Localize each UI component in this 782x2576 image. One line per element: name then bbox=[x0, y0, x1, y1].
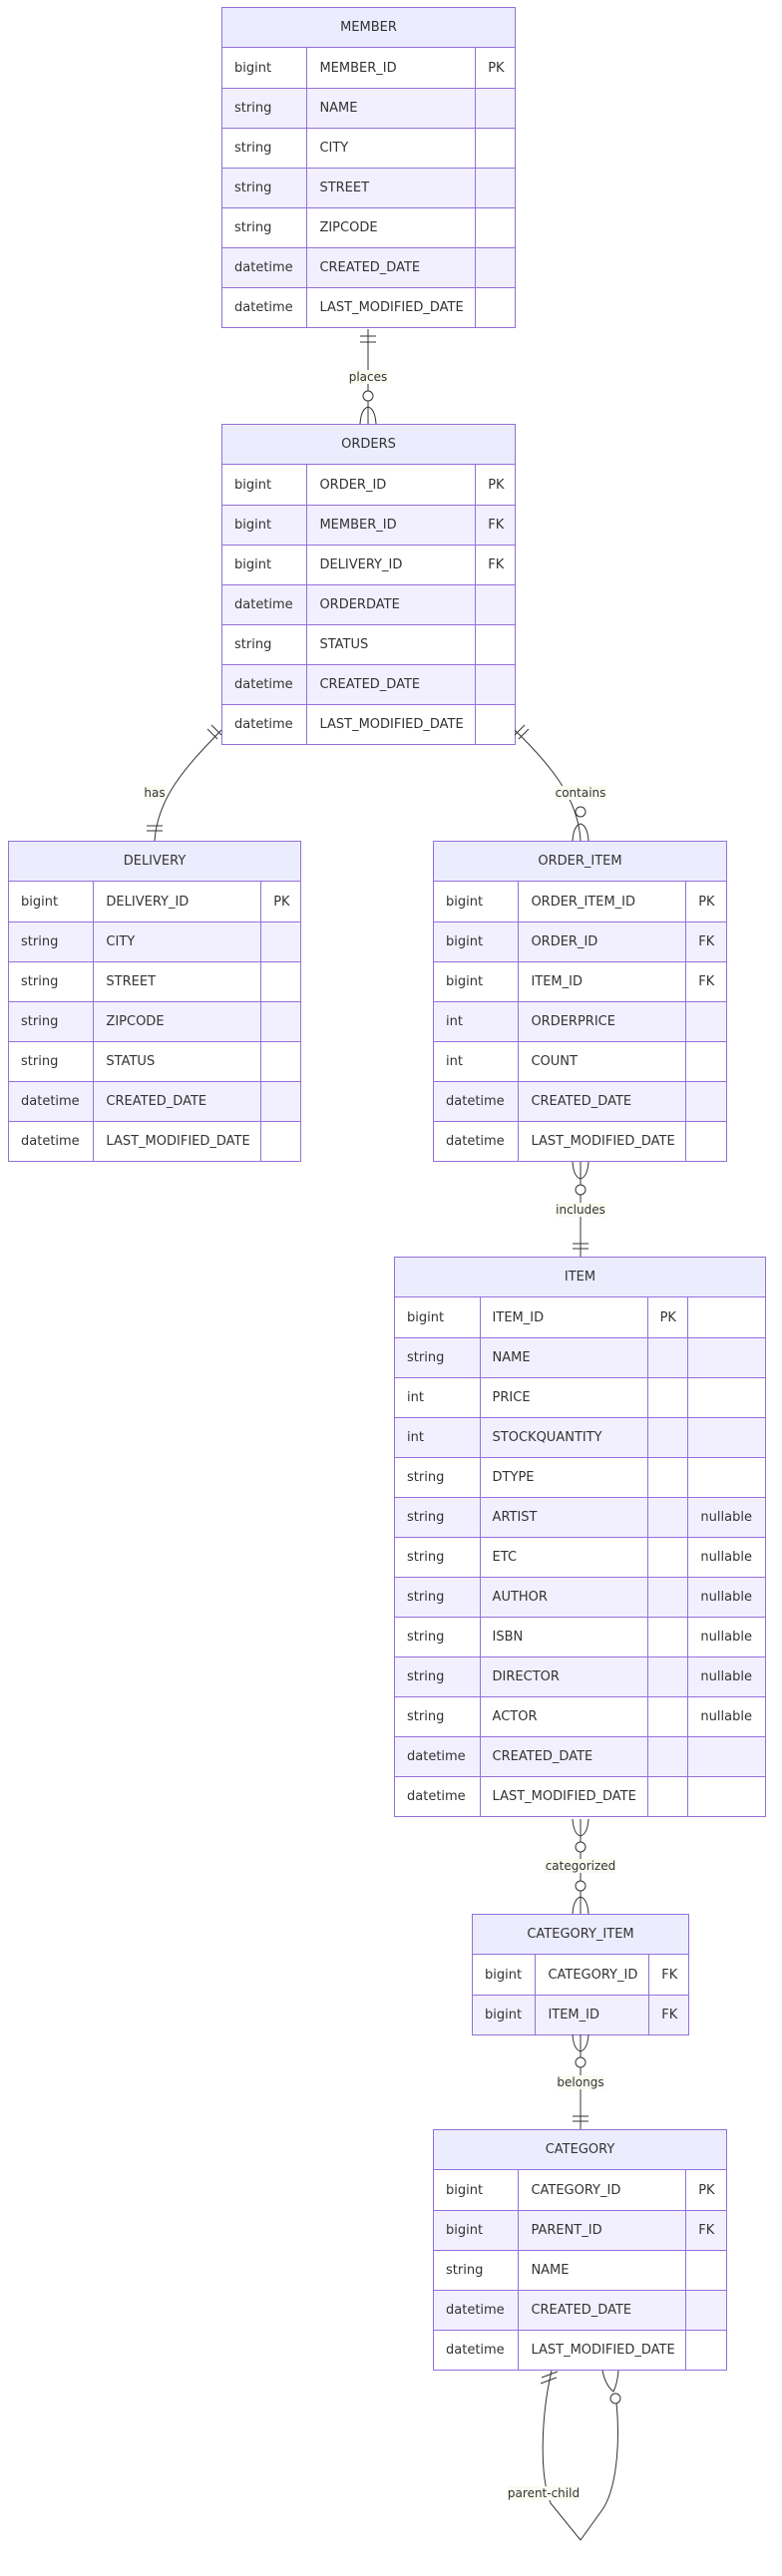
attribute-type: int bbox=[407, 1430, 424, 1445]
attribute-key: PK bbox=[647, 1297, 688, 1337]
attribute-name: ISBN bbox=[480, 1618, 647, 1656]
attribute-row bbox=[395, 1337, 765, 1377]
attribute-name: CATEGORY_ID bbox=[518, 2170, 685, 2210]
edge-contains bbox=[515, 725, 588, 841]
attribute-type: bigint bbox=[446, 894, 484, 910]
attribute-name: ORDER_ID bbox=[518, 922, 685, 961]
attribute-type: datetime bbox=[446, 1094, 505, 1109]
attribute-name: STREET bbox=[93, 962, 260, 1001]
attribute-key bbox=[647, 1418, 688, 1457]
attribute-key bbox=[475, 89, 515, 128]
attribute-row bbox=[222, 465, 515, 505]
entity-member bbox=[221, 7, 516, 328]
entity-title: ITEM bbox=[395, 1258, 765, 1297]
attribute-type: bigint bbox=[234, 60, 272, 76]
attribute-key bbox=[475, 129, 515, 168]
relationship-label-text: categorized bbox=[545, 1859, 616, 1873]
attribute-name: ZIPCODE bbox=[306, 208, 475, 247]
attribute-name: LAST_MODIFIED_DATE bbox=[93, 1122, 260, 1161]
attribute-name: ARTIST bbox=[480, 1498, 647, 1537]
relationship-label-categorized bbox=[544, 1859, 618, 1873]
attribute-name: ITEM_ID bbox=[535, 1996, 648, 2034]
attribute-type: datetime bbox=[21, 1094, 80, 1109]
attribute-key bbox=[475, 625, 515, 664]
attribute-comment: nullable bbox=[687, 1578, 765, 1617]
attribute-type: datetime bbox=[21, 1134, 80, 1149]
relationship-label-text: parent-child bbox=[507, 2486, 581, 2500]
attribute-name: ACTOR bbox=[480, 1697, 647, 1736]
attribute-name: DELIVERY_ID bbox=[306, 546, 475, 584]
attribute-type: string bbox=[234, 101, 272, 116]
attribute-comment: nullable bbox=[687, 1697, 765, 1736]
attribute-name: ORDERPRICE bbox=[518, 1002, 685, 1041]
attribute-row bbox=[395, 1776, 765, 1816]
attribute-type: string bbox=[407, 1550, 445, 1565]
attribute-key bbox=[647, 1657, 688, 1696]
entity-delivery bbox=[8, 841, 301, 1162]
entity-title: ORDERS bbox=[222, 425, 515, 465]
relationship-label-includes bbox=[554, 1203, 607, 1217]
attribute-name: MEMBER_ID bbox=[306, 48, 475, 88]
attribute-row bbox=[222, 287, 515, 327]
attribute-name: NAME bbox=[480, 1338, 647, 1377]
attribute-key: FK bbox=[685, 2211, 726, 2250]
attribute-name: AUTHOR bbox=[480, 1578, 647, 1617]
attribute-name: PRICE bbox=[480, 1378, 647, 1417]
attribute-row bbox=[395, 1497, 765, 1537]
entity-category bbox=[433, 2129, 727, 2371]
attribute-row bbox=[434, 1121, 726, 1161]
attribute-type: bigint bbox=[446, 974, 484, 989]
attribute-key bbox=[685, 2251, 726, 2290]
attribute-row bbox=[395, 1297, 765, 1337]
attribute-type: bigint bbox=[407, 1309, 445, 1325]
attribute-name: CREATED_DATE bbox=[518, 2291, 685, 2330]
attribute-row bbox=[222, 584, 515, 624]
attribute-key bbox=[647, 1697, 688, 1736]
attribute-type: string bbox=[234, 181, 272, 195]
attribute-name: LAST_MODIFIED_DATE bbox=[306, 288, 475, 327]
attribute-comment bbox=[687, 1418, 765, 1457]
attribute-key bbox=[260, 1002, 300, 1041]
attribute-row bbox=[222, 207, 515, 247]
attribute-row bbox=[395, 1736, 765, 1776]
attribute-type: string bbox=[234, 220, 272, 235]
attribute-type: string bbox=[446, 2263, 484, 2278]
attribute-row bbox=[222, 48, 515, 88]
attribute-name: CREATED_DATE bbox=[306, 665, 475, 704]
attribute-row bbox=[9, 1121, 300, 1161]
attribute-name: LAST_MODIFIED_DATE bbox=[518, 1122, 685, 1161]
attribute-row bbox=[434, 2210, 726, 2250]
attribute-key bbox=[647, 1578, 688, 1617]
attribute-name: DIRECTOR bbox=[480, 1657, 647, 1696]
attribute-row bbox=[9, 921, 300, 961]
attribute-type: int bbox=[407, 1390, 424, 1405]
attribute-comment: nullable bbox=[687, 1538, 765, 1577]
attribute-row bbox=[434, 2170, 726, 2210]
entity-item bbox=[394, 1257, 766, 1817]
attribute-name: NAME bbox=[306, 89, 475, 128]
attribute-row bbox=[222, 247, 515, 287]
attribute-key bbox=[647, 1378, 688, 1417]
attribute-key: PK bbox=[685, 882, 726, 921]
attribute-row bbox=[434, 1081, 726, 1121]
attribute-name: DELIVERY_ID bbox=[93, 882, 260, 921]
attribute-name: CREATED_DATE bbox=[93, 1082, 260, 1121]
attribute-row bbox=[395, 1617, 765, 1656]
attribute-row bbox=[395, 1417, 765, 1457]
attribute-type: datetime bbox=[234, 260, 293, 275]
attribute-row bbox=[222, 545, 515, 584]
attribute-type: bigint bbox=[446, 934, 484, 949]
attribute-key bbox=[475, 248, 515, 287]
attribute-row bbox=[434, 2330, 726, 2370]
attribute-key: PK bbox=[475, 48, 515, 88]
attribute-type: bigint bbox=[234, 518, 272, 533]
attribute-type: bigint bbox=[485, 2008, 523, 2023]
attribute-name: ORDER_ID bbox=[306, 465, 475, 505]
attribute-name: LAST_MODIFIED_DATE bbox=[306, 705, 475, 744]
attribute-type: bigint bbox=[234, 557, 272, 572]
attribute-name: CREATED_DATE bbox=[306, 248, 475, 287]
attribute-row bbox=[9, 961, 300, 1001]
attribute-key bbox=[685, 1002, 726, 1041]
attribute-row bbox=[222, 128, 515, 168]
attribute-key: FK bbox=[685, 962, 726, 1001]
relationship-label-text: has bbox=[144, 786, 166, 800]
attribute-comment bbox=[687, 1378, 765, 1417]
attribute-row bbox=[222, 505, 515, 545]
entity-title: MEMBER bbox=[222, 8, 515, 48]
attribute-name: STOCKQUANTITY bbox=[480, 1418, 647, 1457]
attribute-name: ZIPCODE bbox=[93, 1002, 260, 1041]
attribute-type: string bbox=[407, 1669, 445, 1684]
attribute-name: MEMBER_ID bbox=[306, 506, 475, 545]
attribute-key bbox=[260, 1082, 300, 1121]
attribute-key bbox=[685, 1122, 726, 1161]
edge-parent-child bbox=[541, 2371, 620, 2540]
attribute-row bbox=[434, 961, 726, 1001]
attribute-name: PARENT_ID bbox=[518, 2211, 685, 2250]
attribute-comment bbox=[687, 1338, 765, 1377]
attribute-type: string bbox=[21, 1054, 59, 1069]
attribute-key bbox=[647, 1618, 688, 1656]
attribute-type: datetime bbox=[234, 677, 293, 692]
attribute-row bbox=[222, 168, 515, 207]
attribute-name: CREATED_DATE bbox=[518, 1082, 685, 1121]
attribute-type: datetime bbox=[446, 1134, 505, 1149]
entity-title: ORDER_ITEM bbox=[434, 842, 726, 882]
attribute-type: string bbox=[407, 1350, 445, 1365]
attribute-comment: nullable bbox=[687, 1618, 765, 1656]
attribute-comment: nullable bbox=[687, 1657, 765, 1696]
attribute-row bbox=[9, 882, 300, 921]
attribute-key: FK bbox=[648, 1955, 688, 1995]
entity-category-item bbox=[472, 1914, 689, 2035]
attribute-row bbox=[395, 1457, 765, 1497]
attribute-comment bbox=[687, 1777, 765, 1816]
attribute-row bbox=[9, 1001, 300, 1041]
attribute-key bbox=[647, 1538, 688, 1577]
attribute-key bbox=[647, 1458, 688, 1497]
attribute-type: string bbox=[407, 1470, 445, 1485]
attribute-key bbox=[475, 705, 515, 744]
attribute-key bbox=[260, 922, 300, 961]
attribute-key bbox=[685, 2291, 726, 2330]
attribute-key: PK bbox=[685, 2170, 726, 2210]
attribute-name: ITEM_ID bbox=[518, 962, 685, 1001]
attribute-row bbox=[222, 624, 515, 664]
attribute-key bbox=[475, 169, 515, 207]
attribute-name: ETC bbox=[480, 1538, 647, 1577]
attribute-type: datetime bbox=[446, 2303, 505, 2318]
attribute-name: CITY bbox=[93, 922, 260, 961]
attribute-key: FK bbox=[475, 506, 515, 545]
attribute-key: PK bbox=[260, 882, 300, 921]
attribute-name: ORDER_ITEM_ID bbox=[518, 882, 685, 921]
attribute-key bbox=[475, 585, 515, 624]
attribute-key bbox=[647, 1737, 688, 1776]
relationship-label-text: contains bbox=[555, 786, 606, 800]
attribute-type: string bbox=[407, 1630, 445, 1645]
attribute-comment: nullable bbox=[687, 1498, 765, 1537]
attribute-comment bbox=[687, 1297, 765, 1337]
attribute-key: PK bbox=[475, 465, 515, 505]
attribute-key bbox=[647, 1498, 688, 1537]
attribute-name: NAME bbox=[518, 2251, 685, 2290]
attribute-name: COUNT bbox=[518, 1042, 685, 1081]
relationship-label-text: belongs bbox=[557, 2075, 604, 2089]
attribute-type: datetime bbox=[234, 300, 293, 315]
attribute-key bbox=[260, 962, 300, 1001]
entity-orders bbox=[221, 424, 516, 745]
attribute-key bbox=[685, 1042, 726, 1081]
attribute-key bbox=[685, 2331, 726, 2370]
attribute-type: datetime bbox=[234, 597, 293, 612]
attribute-comment bbox=[687, 1458, 765, 1497]
attribute-row bbox=[434, 2250, 726, 2290]
attribute-type: string bbox=[234, 637, 272, 652]
attribute-row bbox=[395, 1377, 765, 1417]
entity-order-item bbox=[433, 841, 727, 1162]
attribute-type: int bbox=[446, 1054, 463, 1069]
attribute-row bbox=[9, 1041, 300, 1081]
attribute-name: STATUS bbox=[93, 1042, 260, 1081]
attribute-row bbox=[395, 1696, 765, 1736]
attribute-name: LAST_MODIFIED_DATE bbox=[518, 2331, 685, 2370]
relationship-label-has bbox=[142, 786, 167, 800]
attribute-type: datetime bbox=[407, 1749, 466, 1764]
attribute-name: CATEGORY_ID bbox=[535, 1955, 648, 1995]
attribute-type: string bbox=[407, 1510, 445, 1525]
relationship-label-contains bbox=[554, 786, 608, 800]
attribute-type: bigint bbox=[446, 2223, 484, 2238]
attribute-row bbox=[222, 664, 515, 704]
attribute-key bbox=[647, 1777, 688, 1816]
attribute-key: FK bbox=[685, 922, 726, 961]
attribute-row bbox=[473, 1955, 688, 1995]
attribute-name: ITEM_ID bbox=[480, 1297, 647, 1337]
attribute-type: datetime bbox=[407, 1789, 466, 1804]
attribute-name: CITY bbox=[306, 129, 475, 168]
attribute-row bbox=[434, 921, 726, 961]
attribute-key bbox=[260, 1042, 300, 1081]
attribute-type: bigint bbox=[21, 894, 59, 910]
attribute-name: DTYPE bbox=[480, 1458, 647, 1497]
attribute-row bbox=[395, 1537, 765, 1577]
entity-title: CATEGORY_ITEM bbox=[473, 1915, 688, 1955]
relationship-label-text: places bbox=[348, 370, 388, 384]
attribute-row bbox=[222, 88, 515, 128]
attribute-row bbox=[9, 1081, 300, 1121]
attribute-name: ORDERDATE bbox=[306, 585, 475, 624]
attribute-key bbox=[475, 288, 515, 327]
attribute-type: string bbox=[234, 141, 272, 156]
attribute-key: FK bbox=[475, 546, 515, 584]
attribute-type: bigint bbox=[485, 1967, 523, 1983]
relationship-label-parent-child bbox=[506, 2486, 582, 2500]
attribute-row bbox=[473, 1995, 688, 2034]
attribute-type: bigint bbox=[446, 2182, 484, 2198]
attribute-row bbox=[395, 1656, 765, 1696]
attribute-type: string bbox=[21, 1014, 59, 1029]
relationship-label-places bbox=[347, 370, 390, 384]
attribute-type: string bbox=[21, 974, 59, 989]
attribute-row bbox=[434, 2290, 726, 2330]
attribute-key bbox=[475, 208, 515, 247]
attribute-row bbox=[434, 882, 726, 921]
attribute-name: LAST_MODIFIED_DATE bbox=[480, 1777, 647, 1816]
attribute-type: datetime bbox=[446, 2343, 505, 2358]
attribute-key bbox=[475, 665, 515, 704]
attribute-type: int bbox=[446, 1014, 463, 1029]
attribute-row bbox=[395, 1577, 765, 1617]
attribute-key bbox=[260, 1122, 300, 1161]
relationship-label-belongs bbox=[555, 2075, 605, 2089]
edge-has bbox=[147, 725, 221, 841]
attribute-name: STREET bbox=[306, 169, 475, 207]
attribute-row bbox=[222, 704, 515, 744]
attribute-key bbox=[685, 1082, 726, 1121]
attribute-key bbox=[647, 1338, 688, 1377]
attribute-comment bbox=[687, 1737, 765, 1776]
attribute-type: datetime bbox=[234, 717, 293, 732]
attribute-name: CREATED_DATE bbox=[480, 1737, 647, 1776]
attribute-type: string bbox=[407, 1590, 445, 1605]
entity-title: DELIVERY bbox=[9, 842, 300, 882]
entity-title: CATEGORY bbox=[434, 2130, 726, 2170]
attribute-row bbox=[434, 1041, 726, 1081]
attribute-type: string bbox=[407, 1709, 445, 1724]
attribute-row bbox=[434, 1001, 726, 1041]
attribute-name: STATUS bbox=[306, 625, 475, 664]
attribute-type: string bbox=[21, 934, 59, 949]
attribute-type: bigint bbox=[234, 477, 272, 493]
relationship-label-text: includes bbox=[556, 1203, 605, 1217]
attribute-key: FK bbox=[648, 1996, 688, 2034]
